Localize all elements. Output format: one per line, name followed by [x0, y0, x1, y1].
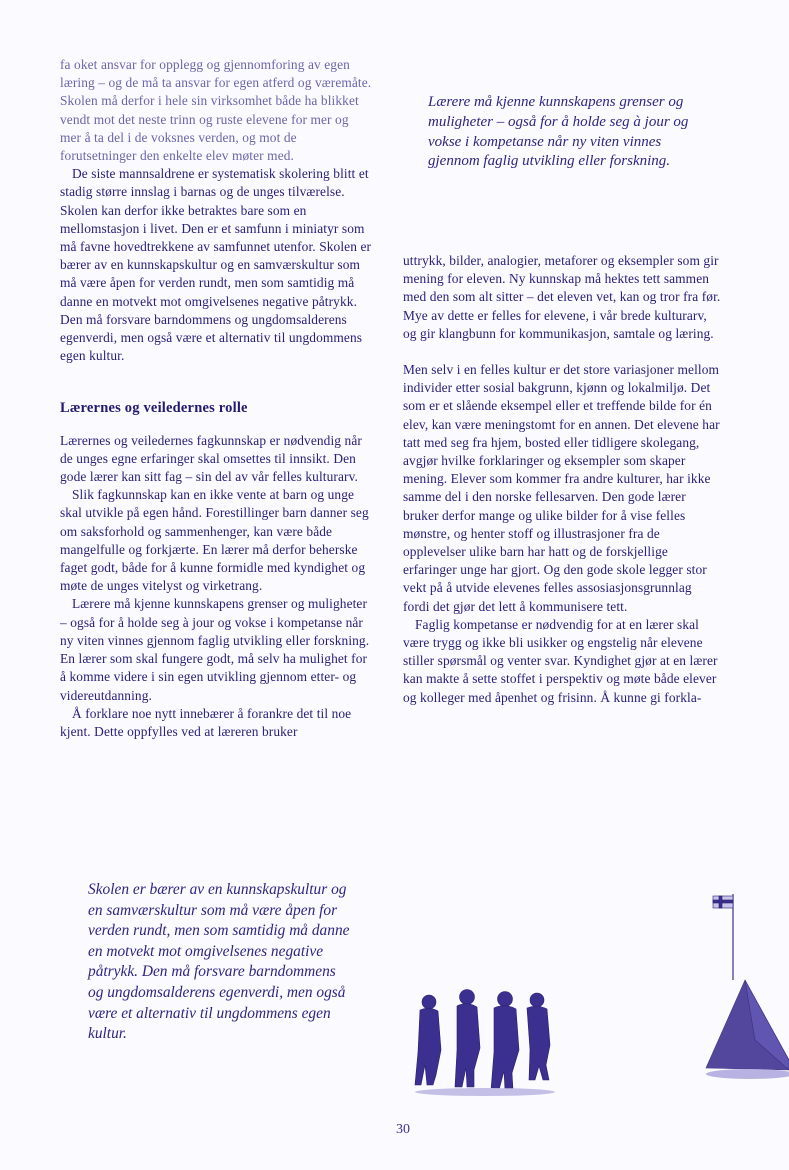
explorer-figure [455, 990, 480, 1088]
explorer-figure [491, 992, 519, 1091]
pull-quote-bottom: Skolen er bærer av en kunnskapskultur og en samværskultur som må være åpen for verden rundt, men som samtidig må danne en motvekt mot omgivelsenes negative påtrykk. Den må forsvare barndommens og ungdomsalderens egenverdi, men også være et alternativ til ungdommens egen kultur. [88, 881, 350, 1043]
flag-icon [713, 896, 733, 908]
paragraph: uttrykk, bilder, analogier, metaforer og eksempler som gir mening for eleven. Ny kunnskap må hektes tett sammen med den som alt sitter – det eleven vet, kan og tror fra før. Mye av dette er felles for elevene, i vår brede kulturarv, og gir klangbunn for kommunikasjon, samtale og læring. [403, 253, 721, 341]
explorer-figure [415, 995, 441, 1085]
page-number: 30 [396, 1122, 410, 1137]
right-text-column [403, 252, 721, 707]
paragraph: Slik fagkunnskap kan en ikke vente at barn og unge skal utvikle på egen hånd. Forestillinger barn danner seg om saksforhold og sammenhenger, kan være både mangelfulle og forkjærte. En lærer må derfor beherske faget godt, både for å kunne formidle med kyndighet og møte de unges vitelyst og virketrang. [60, 487, 369, 594]
paragraph: fa oket ansvar for opplegg og gjennomforing av egen læring – og de må ta ansvar for egen atferd og væremåte. Skolen må derfor i hele sin virksomhet både ha blikket vendt mot det neste trinn og ruste elevene for mer og mer å ta del i de voksnes verden, og mot de forutsetninger den enkelte elev møter med. [60, 57, 372, 164]
left-text-column [60, 56, 372, 741]
paragraph: Lærere må kjenne kunnskapens grenser og muligheter – også for å holde seg à jour og vokse i kompetanse når ny viten vinnes gjennom faglig utvikling eller forskning. En lærer som skal fungere godt, må selv ha mulighet for å komme videre i sin egen utvikling gjennom etter- og videreutdanning. [60, 596, 370, 703]
paragraph: De siste mannsaldrene er systematisk skolering blitt et stadig større innslag i barnas og de unges tilværelse. Skolen kan derfor ikke betraktes bare som en mellomstasjon i livet. Den er et samfunn i miniatyr som må favne hovedtrekkene av samfunnet utenfor. Skolen er bærer av en kunnskapskultur og en samværskultur som må være åpen for verden rundt, men som samtidig må danne en motvekt mot omgivelsenes negative påtrykk. Den må forsvare barndommens og ungdomsalderens egenverdi, men også være et alternativ til ungdommens egen kultur. [60, 166, 372, 364]
paragraph: Faglig kompetanse er nødvendig for at en lærer skal være trygg og ikke bli usikker og engstelig når elevene stiller spørsmål og venter svar. Kyndighet gjør at en lærer kan makte å sette stoffet i perspektiv og møte både elever og kolleger med åpenhet og frisinn. Å kunne gi forkla- [403, 616, 718, 705]
paragraph: Lærernes og veiledernes fagkunnskap er nødvendig når de unges egne erfaringer skal omsettes til innsikt. Den gode lærer kan sitt fag – sin del av vår felles kulturarv. [60, 432, 362, 485]
section-heading: Lærernes og veiledernes rolle [60, 400, 248, 417]
explorer-figure [527, 993, 550, 1080]
pull-quote-top: Lærere må kjenne kunnskapens grenser og muligheter – også for å holde seg à jour og vokse i kompetanse når ny viten vinnes gjennom faglig utvikling eller forskning. [428, 94, 689, 170]
paragraph: Å forklare noe nytt innebærer å forankre det til noe kjent. Dette oppfylles ved at læreren bruker [60, 705, 352, 739]
polar-explorers-illustration [400, 880, 789, 1120]
paragraph: Men selv i en felles kultur er det store variasjoner mellom individer etter sosial bakgrunn, kjønn og lokalmiljø. Det som er et slående eksempel eller et treffende bilde for én elev, kan være meningstomt for en annen. Det elevene har tatt med seg fra hjem, bosted eller tidligere skolegang, avgjør hvilke forklaringer og eksempler som skaper mening. Elever som kommer fra andre kulturer, har ikke samme del i den norske fellesarven. Den gode lærer bruker derfor mange og ulike bilder for å vise felles mønstre, og henter stoff og illustrasjoner fra de opplevelser ulike barn har hatt og de forskjellige erfaringer unge har gjort. Og den gode skole legger stor vekt på å utvide elevenes felles assosiasjonsgrunnlag fordi det gjør det lett å kommunisere tett. [403, 362, 720, 614]
